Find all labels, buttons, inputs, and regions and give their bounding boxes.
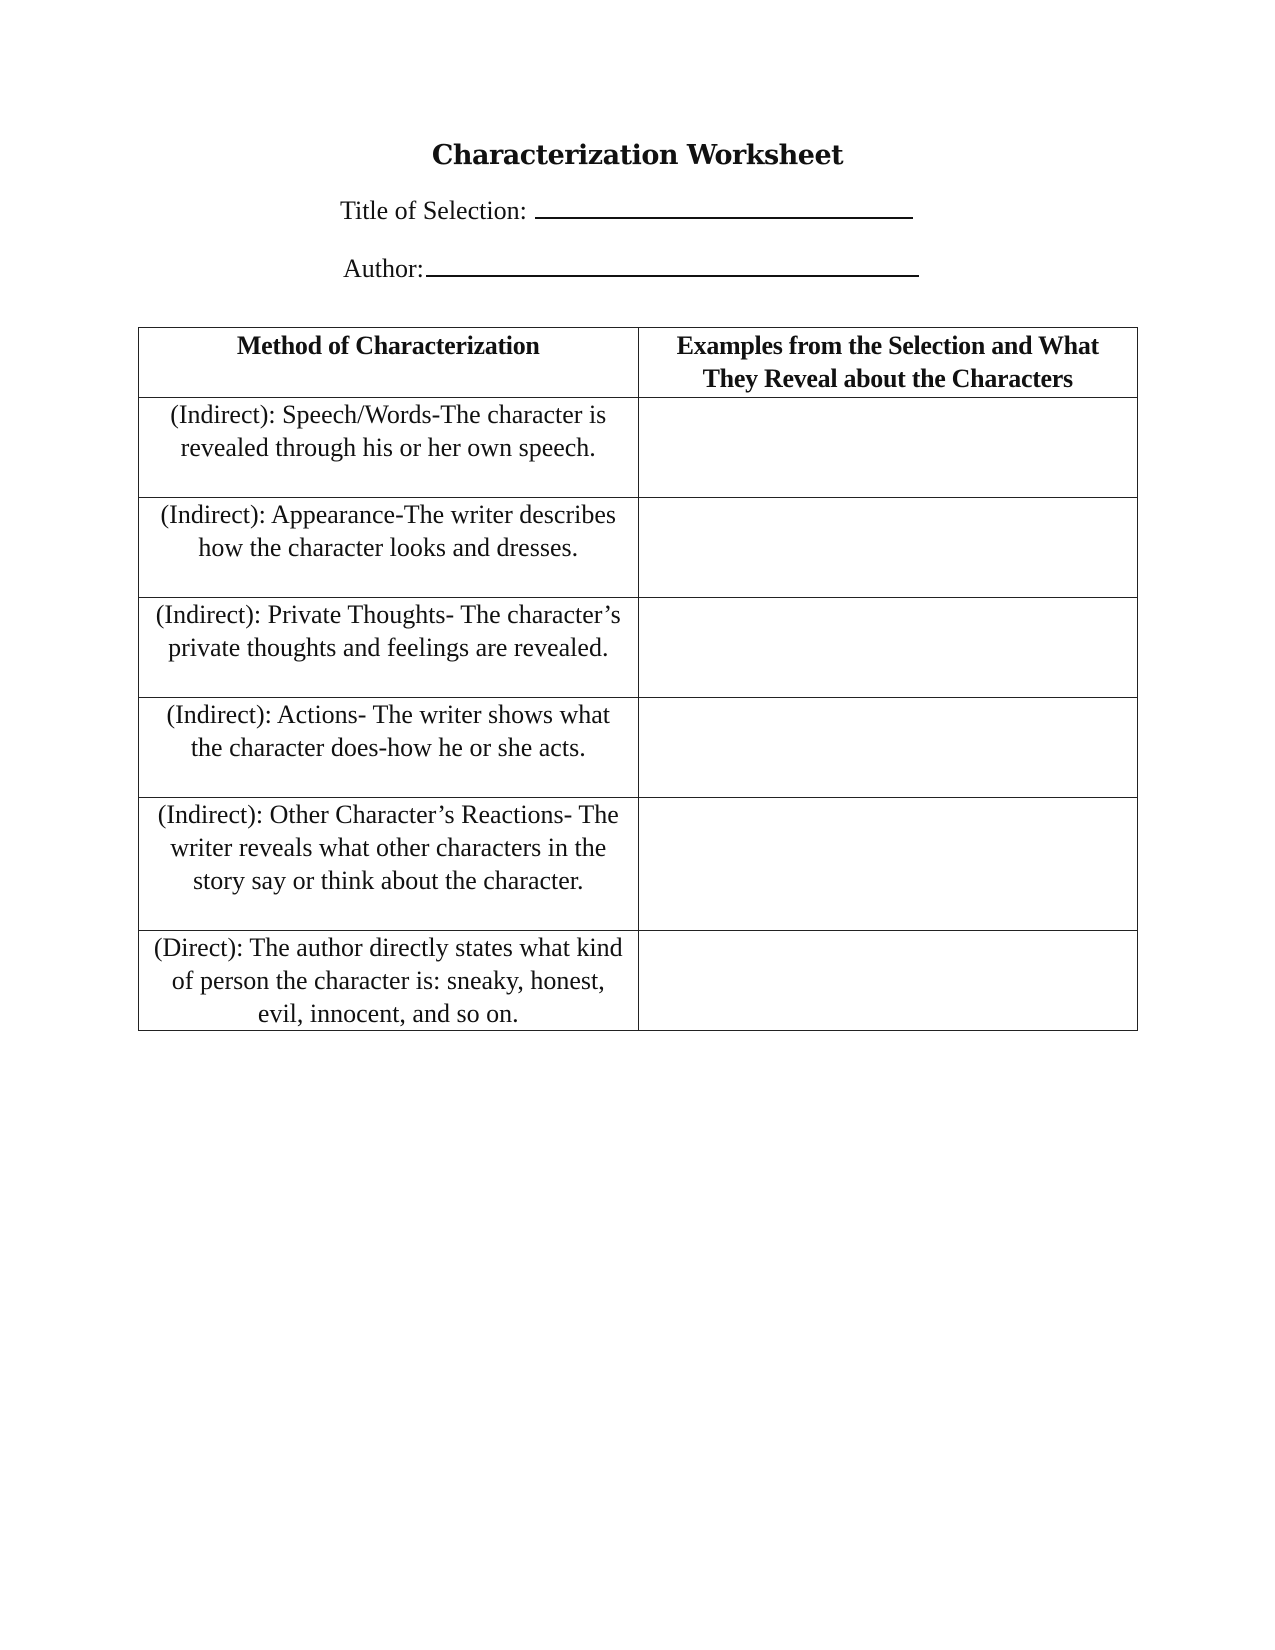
table-row bbox=[139, 698, 1138, 798]
selection-title-field bbox=[340, 196, 913, 226]
header-examples: Examples from the Selection and What They Reveal about the Characters bbox=[638, 328, 1138, 398]
selection-title-label: Title of Selection: bbox=[340, 196, 527, 225]
table-header-row bbox=[139, 328, 1138, 398]
method-cell: (Indirect): Actions- The writer shows what the character does-how he or she acts. bbox=[139, 698, 639, 798]
example-cell[interactable] bbox=[638, 798, 1138, 931]
method-cell: (Direct): The author directly states what kind of person the character is: sneaky, honest, evil, innocent, and so on. bbox=[139, 931, 639, 1031]
characterization-table bbox=[138, 327, 1138, 1031]
method-cell: (Indirect): Appearance-The writer describes how the character looks and dresses. bbox=[139, 498, 639, 598]
method-cell: (Indirect): Other Character’s Reactions- The writer reveals what other characters in the story say or think about the character. bbox=[139, 798, 639, 931]
page-title: Characterization Worksheet bbox=[431, 140, 844, 171]
selection-title-blank[interactable] bbox=[535, 197, 913, 219]
example-cell[interactable] bbox=[638, 498, 1138, 598]
table-row bbox=[139, 398, 1138, 498]
method-cell: (Indirect): Private Thoughts- The character’s private thoughts and feelings are revealed. bbox=[139, 598, 639, 698]
author-field bbox=[343, 254, 919, 284]
example-cell[interactable] bbox=[638, 931, 1138, 1031]
table-row bbox=[139, 931, 1138, 1031]
example-cell[interactable] bbox=[638, 398, 1138, 498]
example-cell[interactable] bbox=[638, 598, 1138, 698]
table-row bbox=[139, 598, 1138, 698]
author-blank[interactable] bbox=[426, 255, 919, 277]
example-cell[interactable] bbox=[638, 698, 1138, 798]
method-cell: (Indirect): Speech/Words-The character is revealed through his or her own speech. bbox=[139, 398, 639, 498]
header-method: Method of Characterization bbox=[139, 328, 639, 398]
table-row bbox=[139, 798, 1138, 931]
table-row bbox=[139, 498, 1138, 598]
author-label: Author: bbox=[343, 254, 424, 283]
